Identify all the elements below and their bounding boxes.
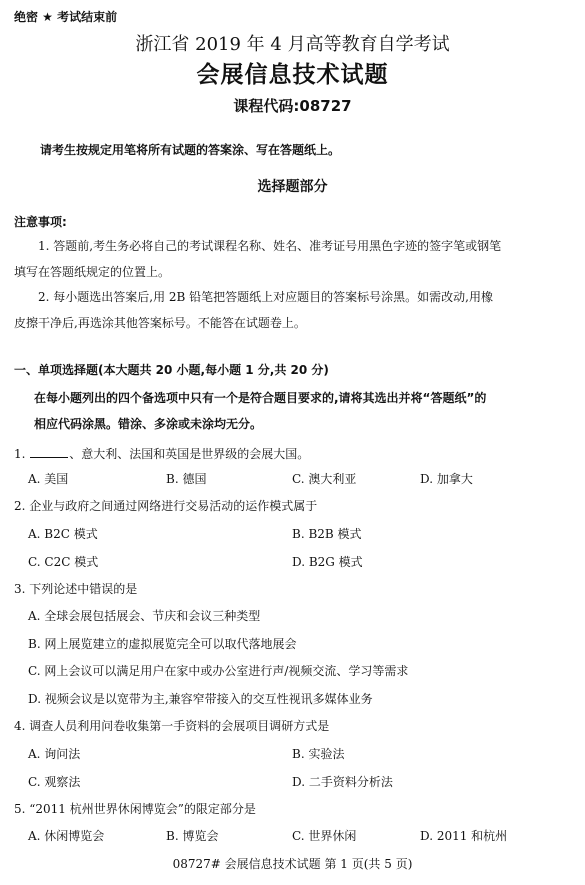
option-c: C. 网上会议可以满足用户在家中或办公室进行声/视频交流、学习等需求	[28, 664, 409, 678]
option-a: A. 全球会展包括展会、节庆和会议三种类型	[28, 609, 261, 623]
notes-heading: 注意事项:	[14, 215, 67, 229]
confidential-label: 绝密 ★ 考试结束前	[14, 10, 118, 24]
part-description: 相应代码涂黑。错涂、多涂或未涂均无分。	[34, 417, 263, 431]
page-footer: 08727# 会展信息技术试题 第 1 页(共 5 页)	[172, 857, 413, 871]
note-line: 皮擦干净后,再选涂其他答案标号。不能答在试题卷上。	[14, 316, 306, 330]
option-c: C. C2C 模式	[28, 555, 99, 569]
answer-blank	[30, 446, 68, 458]
note-line: 填写在答题纸规定的位置上。	[14, 265, 171, 279]
option-b: B. B2B 模式	[292, 527, 362, 541]
option-d: D. 加拿大	[420, 472, 473, 486]
option-a: A. B2C 模式	[28, 527, 98, 541]
option-d: D. 二手资料分析法	[292, 775, 393, 789]
option-c: C. 世界休闲	[292, 829, 357, 843]
subject-title: 会展信息技术试题	[196, 62, 389, 88]
option-c: C. 澳大利亚	[292, 472, 357, 486]
option-b: B. 博览会	[166, 829, 219, 843]
question-1-stem	[14, 446, 309, 460]
question-number: 1.	[14, 447, 26, 461]
question-text: 、意大利、法国和英国是世界级的会展大国。	[69, 447, 310, 461]
question-4-stem: 4. 调查人员利用问卷收集第一手资料的会展项目调研方式是	[14, 719, 330, 733]
part-heading: 一、单项选择题(本大题共 20 小题,每小题 1 分,共 20 分)	[14, 363, 329, 377]
option-c: C. 观察法	[28, 775, 81, 789]
option-a: A. 询问法	[28, 747, 81, 761]
question-3-stem: 3. 下列论述中错误的是	[14, 582, 138, 596]
option-d: D. 2011 和杭州	[420, 829, 508, 843]
part-description: 在每小题列出的四个备选项中只有一个是符合题目要求的,请将其选出并将“答题纸”的	[34, 391, 487, 405]
option-d: D. B2G 模式	[292, 555, 363, 569]
answer-instruction: 请考生按规定用笔将所有试题的答案涂、写在答题纸上。	[40, 143, 341, 157]
option-b: B. 德国	[166, 472, 207, 486]
exam-title: 浙江省 2019 年 4 月高等教育自学考试	[135, 34, 450, 55]
course-code: 课程代码:08727	[233, 97, 352, 115]
option-d: D. 视频会议是以宽带为主,兼容窄带接入的交互性视讯多媒体业务	[28, 692, 373, 706]
option-b: B. 实验法	[292, 747, 345, 761]
note-line: 2. 每小题选出答案后,用 2B 铅笔把答题纸上对应题目的答案标号涂黑。如需改动,用橡	[38, 290, 493, 304]
option-a: A. 美国	[28, 472, 69, 486]
question-5-stem: 5. “2011 杭州世界休闲博览会”的限定部分是	[14, 802, 256, 816]
option-b: B. 网上展览建立的虚拟展览完全可以取代落地展会	[28, 637, 297, 651]
question-2-stem: 2. 企业与政府之间通过网络进行交易活动的运作模式属于	[14, 499, 318, 513]
section-title: 选择题部分	[257, 179, 328, 195]
note-line: 1. 答题前,考生务必将自己的考试课程名称、姓名、准考证号用黑色字迹的签字笔或钢笔	[38, 239, 502, 253]
option-a: A. 休闲博览会	[28, 829, 105, 843]
